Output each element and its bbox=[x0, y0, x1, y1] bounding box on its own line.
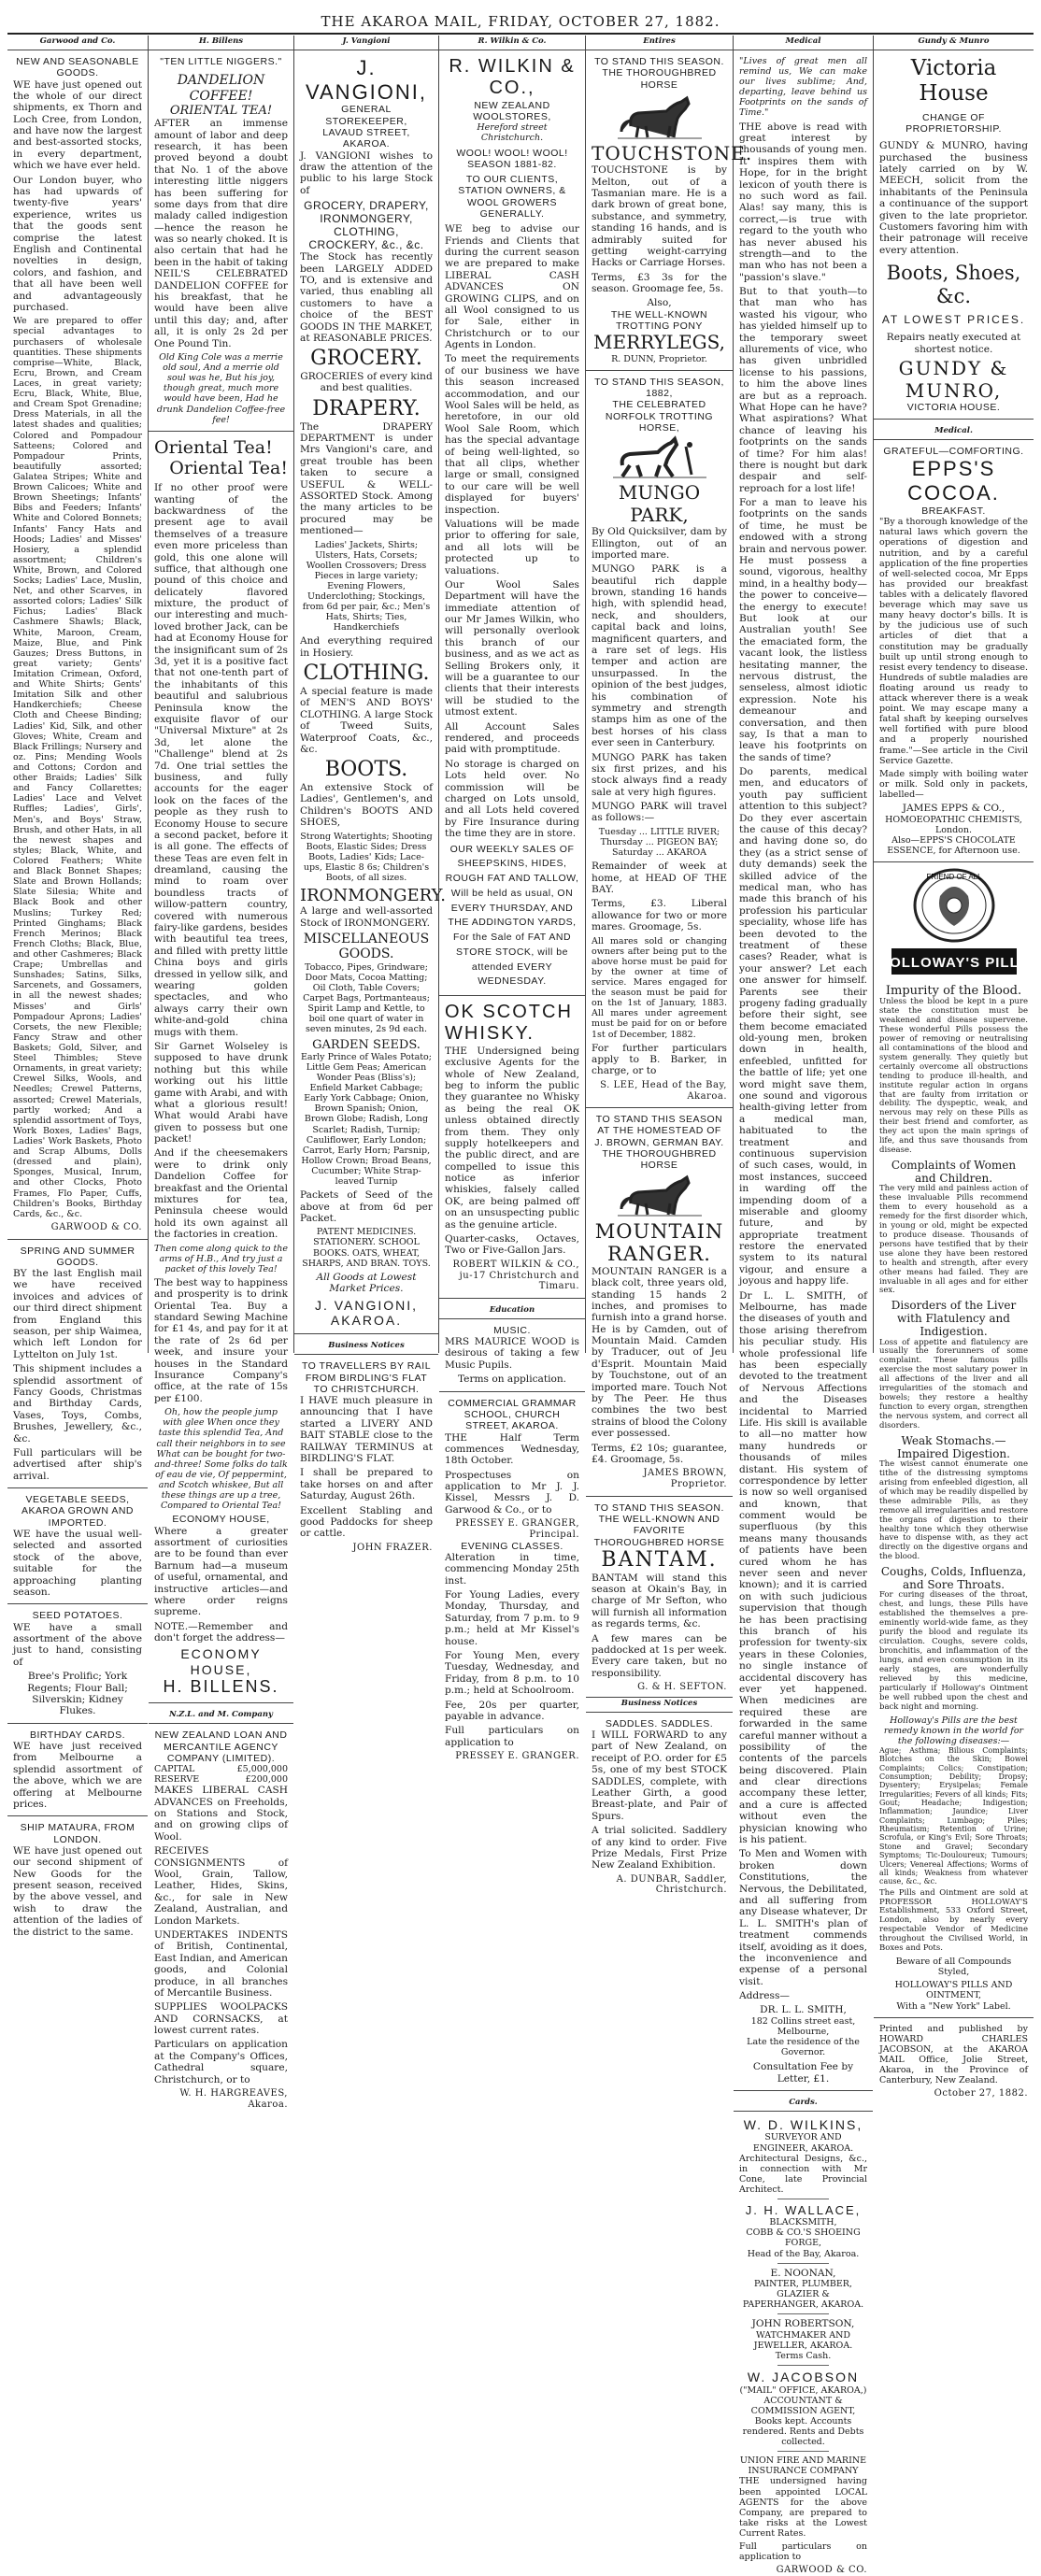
ad-subtitle: THE WELL-KNOWN TROTTING PONY bbox=[610, 308, 708, 333]
ad-text: WE have a small assortment of the above just to hand, consisting of bbox=[13, 1621, 142, 1668]
ad-title: VEGETABLE SEEDS, AKAROA GROWN AND IMPORTED. bbox=[21, 1494, 135, 1529]
ad-subtitle: CHANGE OF PROPRIETORSHIP. bbox=[906, 111, 1002, 135]
column-header: H. Billens bbox=[149, 36, 293, 50]
ad-text: Also, bbox=[647, 297, 672, 309]
ad-text: Alteration in time, commencing Monday 25th inst. bbox=[445, 1551, 579, 1587]
column-vangioni bbox=[294, 36, 446, 1553]
divider bbox=[7, 1723, 148, 1724]
ad-text: PATENT MEDICINES. STATIONERY. SCHOOL BOOKS. OATS, WHEAT, SHARPS, AND BRAN. TOYS. bbox=[302, 1227, 431, 1269]
ad-title: DRAPERY. bbox=[312, 396, 421, 420]
ad-text: A few mares can be paddocked at 1s per week. Every care taken, but no responsibility. bbox=[592, 1632, 727, 1679]
ad-text: THE Half Term commences Wednesday, 18th October. bbox=[445, 1431, 579, 1467]
ad-text: Terms on application. bbox=[457, 1373, 567, 1386]
capital-row bbox=[154, 1764, 288, 1774]
divider bbox=[734, 2090, 873, 2091]
ad-text: Terms, £2 10s; guarantee, £4. Groomage, 5s. bbox=[592, 1442, 727, 1465]
ad-text: MUNGO PARK will travel as follows:— bbox=[592, 801, 727, 824]
divider bbox=[294, 1333, 438, 1334]
ad-subtitle: London. bbox=[934, 824, 973, 835]
trotting-horse-icon bbox=[613, 437, 706, 478]
divider bbox=[439, 995, 585, 996]
ad-title: IRONMONGERY. bbox=[300, 886, 446, 906]
verse: Oh, how the people jump with glee When once they taste this splendid Tea, And call their neighbors in to see What can be bought for two-and-three! Some folks do talk of eau de vie, Of peppermint, and Scotch whiskee, But all these things are up a tree, Compared to Oriental Tea! bbox=[154, 1407, 288, 1512]
ad-signature: GARWOOD & CO. bbox=[50, 1221, 142, 1232]
ad-subtitle: Hereford street Christchurch. bbox=[477, 122, 548, 144]
ad-subtitle: THE THOROUGHBRED HORSE bbox=[602, 67, 717, 91]
ad-subtitle: AT LOWEST PRICES. bbox=[881, 313, 1026, 327]
card-subtitle: Head of the Bay, Akaroa. bbox=[747, 2248, 860, 2259]
boots-list: Strong Watertights; Shooting Boots, Elastic Sides; Dress Boots, Ladies' Kids; Lace-ups, Elastic 8 6s; Children's Boots, of all sizes. bbox=[300, 831, 433, 884]
ad-text: "By a thorough knowledge of the natural laws which govern the operations of digestion and nutrition, and by a careful application of the fine properties of well-selected cocoa, Mr Epps has provided our breakfast tables with a delicately flavored beverage which may save us many heavy doctor's bills. It is by the judicious use of such articles of diet that a constitution may be gradually built up until strong enough to resist every tendency to disease. Hundreds of subtle maladies are floating around us ready to attack wherever there is a weak point. We may escape many a fatal shaft by keeping ourselves well fortified with pure blood and a properly nourished frame."—See article in the Civil Service Gazette. bbox=[879, 517, 1028, 766]
ad-text: With a "New York" Label. bbox=[896, 2000, 1011, 2012]
ad-title: OK SCOTCH WHISKY. bbox=[445, 1002, 573, 1045]
column-garwood bbox=[7, 36, 149, 1938]
ad-signature: JAMES BROWN, Proprietor. bbox=[643, 1468, 727, 1490]
ad-subtitle: THE THOROUGHBRED HORSE bbox=[602, 1148, 717, 1172]
divider bbox=[439, 1298, 585, 1299]
card-subtitle: BLACKSMITH, bbox=[769, 2217, 837, 2228]
ad-title: ECONOMY HOUSE, bbox=[180, 1646, 262, 1677]
ad-title: EVENING CLASSES. bbox=[461, 1540, 563, 1552]
divider bbox=[874, 861, 1034, 862]
ad-title: COMMERCIAL GRAMMAR SCHOOL, CHURCH STREET, AKAROA. bbox=[448, 1397, 577, 1432]
card-title: J. H. WALLACE, bbox=[745, 2203, 862, 2218]
ad-subtitle: JAMES EPPS & CO., bbox=[902, 803, 1005, 815]
ad-text: Terms, £3 3s for the season. Groomage fee, 5s. bbox=[592, 271, 727, 295]
ad-text: BY the last English mail we have received invoices and advices of our third direct shipment from England this season, per ship Waimea, which left London for Lyttelton on July 1st. bbox=[13, 1268, 142, 1360]
column-header: Entires bbox=[586, 36, 733, 50]
ad-subtitle: THE WELL-KNOWN AND FAVORITE THOROUGHBRED HORSE bbox=[593, 1514, 725, 1548]
ad-signature: JOHN FRAZER. bbox=[352, 1542, 433, 1553]
ad-text: WE have just opened out the whole of our direct shipments, ex Thorn and Loch Cree, from London, and have now the largest and best-assorted stocks, in every department, which we have ever held. bbox=[13, 78, 142, 172]
ad-text: Our London buyer, who has had upwards of twenty-five years' experience, writes us that the goods sent comprise the latest English and Continental novelties in design, colors, and fashion, and that all have been well and advantageously purchased. bbox=[13, 174, 142, 313]
ad-text: WE have just received from Melbourne a splendid assortment of the above, which we are offering at Melbourne prices. bbox=[13, 1740, 142, 1810]
ad-text: Unless the blood be kept in a pure state the constitution must be weakened and disease supervene. These wonderful Pills possess the power of removing or neutralising all contaminations of the blood and system generally. They quietly but certainly overcome all obstructions tending to produce ill-health, and institute regular action in organs that are faulty from irritation or debility. The dyspeptic, weak, and nervous may rely on these Pills as their best friend and comforter, as they act upon the main springs of life, and thus save thousands from disease. bbox=[879, 997, 1028, 1156]
section-header: Cards. bbox=[734, 2097, 873, 2112]
ad-text: A trial solicited. Saddlery of any kind to order. Five Prize Medals, First Prize New Zealand Exhibition. bbox=[592, 1825, 727, 1872]
ad-text: Particulars on application at the Company's Offices, Cathedral square, Christchurch, or to bbox=[154, 2039, 288, 2085]
horse-icon bbox=[618, 1175, 702, 1217]
ad-text: But to that youth—to that man who has wasted his vigour, who has yielded himself up to the temporary sweet allurements of vice, who has given unbridled license to his passions, to him the above lines are but as a reproach. What Hope can he have? What aspirations? What chance of leaving his footprints on the sands of time? For him alas! there is nought but dark despair and self-reproach for a lost life! bbox=[739, 286, 867, 494]
ad-text: WE beg to advise our Friends and Clients that during the current season we are prepared to make LIBERAL CASH ADVANCES ON GROWING CLIPS, and on all Wool consigned to us for Sale, either in Christchurch or to our Agents in London. bbox=[445, 223, 579, 351]
card-title: JOHN ROBERTSON, bbox=[751, 2318, 855, 2330]
ad-text: This shipment includes a splendid assortment of Fancy Goods, Christmas and Birthday Cards, Vases, Toys, Combs, Brushes, Jewellery, &c., &c. bbox=[13, 1363, 142, 1445]
ad-text: Packets of Seed of the above at from 6d per Packet. bbox=[300, 1189, 433, 1224]
ad-signature: G. & H. SEFTON. bbox=[637, 1682, 727, 1693]
verse: Then come along quick to the arms of H.B., And try just a packet of this lovely Tea! bbox=[154, 1243, 288, 1274]
address-line: DR. L. L. SMITH, bbox=[760, 2004, 847, 2016]
card-title: E. NOONAN, bbox=[770, 2267, 836, 2279]
ad-text: Our Wool Sales Department will have the immediate attention of our Mr James Wilkin, who will personally overlook this branch of our business, and as we act as Selling Brokers only, it will be a guarantee to our clients that their interests will be studied to the utmost extent. bbox=[445, 578, 579, 719]
divider bbox=[874, 2017, 1034, 2018]
divider bbox=[874, 419, 1034, 420]
ad-signature: S. LEE, Head of the Bay, Akaroa. bbox=[600, 1079, 727, 1102]
card-title: UNION FIRE AND MARINE INSURANCE COMPANY bbox=[739, 2455, 867, 2477]
column-billens bbox=[149, 36, 294, 2110]
ad-text: To meet the requirements of our business we have this season increased accommodation, and our Wool Sales will be held, as heretofore, in our old Wool Sale Room, which has the special advantage of being well-lighted, so that all clips, whether large or small, consigned to our care will be well displayed for buyers' inspection. bbox=[445, 353, 579, 516]
divider bbox=[7, 1487, 148, 1488]
ad-text: Valuations will be made prior to offering for sale, and all lots will be protected up to valuations. bbox=[445, 518, 579, 576]
address-line: 182 Collins street east, Melbourne, bbox=[750, 2015, 856, 2037]
ad-title: MERRYLEGS, bbox=[593, 331, 725, 354]
masthead: THE AKAROA MAIL, FRIDAY, OCTOBER 27, 1882. bbox=[321, 13, 720, 30]
column-header: J. Vangioni bbox=[294, 36, 438, 50]
ad-text: MUNGO PARK has taken six first prizes, and his stock always find a ready sale at very high figures. bbox=[592, 751, 727, 798]
ad-title: J. VANGIONI, bbox=[305, 55, 428, 104]
ad-text: WE have the usual well-selected and assorted stock of the above, suitable for the approaching planting season. bbox=[13, 1528, 142, 1598]
capital-value: £5,000,000 bbox=[236, 1764, 288, 1775]
ad-text: MOUNTAIN RANGER is a black colt, three years old, standing 15 hands 2 inches, and promises to furnish into a grand horse. He is by Camden, out of Mountain Maid. Camden by Traducer, out of Jeu d'Esprit. Mountain Maid by Touchstone, out of an imported mare. Touch Not by The Peer. He thus combines the two best strains of blood the Colony ever possessed. bbox=[592, 1265, 727, 1440]
column-wilkin bbox=[439, 36, 586, 1762]
ad-title: Holloway's Pills are the best remedy known in the world for the following diseases:— bbox=[883, 1715, 1024, 1746]
section-header: Medical. bbox=[874, 425, 1034, 440]
ad-text: Also—EPPS'S CHOCOLATE ESSENCE, for Afternoon use. bbox=[887, 834, 1020, 856]
ad-text: The wisest cannot enumerate one tithe of the distressing symptoms arising from enfeebled digestion, all of which may be readily dispelled by these admirable Pills, as they remove all irregularities and restore the organs of digestion to their healthy tone which they otherwise have to dispense with, as they act directly on the digestive organs and the blood. bbox=[879, 1459, 1028, 1562]
ad-text: Consultation Fee by Letter, £1. bbox=[752, 2061, 854, 2085]
divider bbox=[439, 1391, 585, 1392]
ad-text: The DRAPERY DEPARTMENT is under Mrs Vangioni's care, and great trouble has been taken to secure a USEFUL & WELL-ASSORTED Stock. Among the many articles to be procured may be mentioned— bbox=[300, 420, 433, 537]
ad-signature: A. DUNBAR, Saddler, Christchurch. bbox=[616, 1873, 727, 1896]
section-header: Business Notices bbox=[586, 1697, 733, 1713]
ad-text: For further particulars apply to B. Barker, in charge, or to bbox=[592, 1042, 727, 1077]
ad-title: SPRING AND SUMMER GOODS. bbox=[20, 1245, 135, 1268]
ad-subtitle: THE CELEBRATED NORFOLK TROTTING HORSE, bbox=[605, 399, 714, 434]
ad-title: OUR WEEKLY SALES OF SHEEPSKINS, HIDES, ROUGH FAT AND TALLOW, Will be held as usual, ON EVERY THURSDAY, AND THE ADDINGTON YARDS, For the Sale of FAT AND STORE STOCK, will be attended EVERY WEDNESDAY. bbox=[445, 843, 579, 988]
ad-title: TO STAND THIS SEASON, 1882, bbox=[594, 376, 724, 400]
ad-title: SEED POTATOES. bbox=[32, 1610, 123, 1622]
verse: Old King Cole was a merrie old soul, And a merrie old soul was he, But his joy, though great, much more would have been, Had he drunk Dandelion Coffee-free fee! bbox=[156, 351, 286, 425]
ad-text: The Pills and Ointment are sold at PROFESSOR HOLLOWAY'S Establishment, 533 Oxford Street, London, also by nearly every respectable Vendor of Medicine throughout the Civilised World, in Boxes and Pots. bbox=[879, 1887, 1028, 1954]
ad-text: MUNGO PARK is a beautiful rich dapple brown, standing 16 hands high, with splendid head, neck, and shoulders, capital back and loins, magnificent quarters, and a rare set of legs. His temper and action are unsurpassed. In the opinion of the best judges, his combination of symmetry and strength stamps him as one of the best horses of his class ever seen in Canterbury. bbox=[592, 563, 727, 749]
ad-title: GROCERY. bbox=[310, 347, 422, 371]
divider bbox=[586, 1496, 733, 1497]
capital-label: CAPITAL bbox=[154, 1764, 195, 1775]
ad-title: ORIENTAL TEA! bbox=[169, 103, 273, 118]
ad-text: And if the cheesemakers were to drink only Dandelion Coffee for breakfast and the Oriental mixtures for tea, Peninsula cheese would hold its own against all the factories in creation. bbox=[154, 1147, 288, 1241]
ad-title: TO OUR CLIENTS, STATION OWNERS, & WOOL GROWERS GENERALLY. bbox=[458, 174, 566, 220]
column-medical bbox=[734, 36, 874, 2576]
reserve-label: RESERVE bbox=[154, 1774, 200, 1786]
card-title: W. D. WILKINS, bbox=[743, 2117, 863, 2133]
ad-text: Fee, 20s per quarter, payable in advance. bbox=[445, 1699, 579, 1722]
ad-text: For Young Ladies, every Monday, Thursday, and Saturday, from 7 p.m. to 9 p.m.; held at Mr Kissel's house. bbox=[445, 1589, 579, 1647]
address-line: Late the residence of the Governor. bbox=[747, 2037, 860, 2058]
ad-title: NEW ZEALAND LOAN AND MERCANTILE AGENCY COMPANY (LIMITED). bbox=[154, 1729, 288, 1764]
ad-text: NOTE.—Remember and don't forget the address— bbox=[154, 1620, 288, 1644]
ad-text: By Old Quicksilver, dam by Ellington, out of an imported mare. bbox=[592, 526, 727, 561]
ad-title: MOUNTAIN RANGER. bbox=[594, 1219, 724, 1266]
travel-schedule: Tuesday ... LITTLE RIVER; Thursday ... PIGEON BAY; Saturday ... AKAROA bbox=[598, 826, 720, 859]
ad-subtitle: HOMOEOPATHIC CHEMISTS, bbox=[885, 814, 1022, 825]
ad-text: Loss of appetite and flatulency are usually the forerunners of some complaint. These famous pills exercise the most salutary power in all affections of the liver and all irregularities of the stomach and bowels; they restore a healthy function to every organ, strengthen the nervous system, and correct all disorders. bbox=[879, 1337, 1028, 1430]
ad-title: BIRTHDAY CARDS. bbox=[29, 1729, 126, 1741]
ad-text: All Account Sales rendered, and proceeds paid with promptitude. bbox=[445, 720, 579, 756]
ad-text: Address— bbox=[739, 1990, 791, 2002]
ad-text: Where a greater assortment of curiosities are to be found than ever Barnum had—a museum of useful, ornamental, and instructive articles—and where order reigns supreme. bbox=[154, 1525, 288, 1618]
imprint: Printed and published by HOWARD CHARLES JACOBSON, at the AKAROA MAIL Office, Jolie Street, Akaroa, in the Province of Canterbury, New Zealand. bbox=[879, 2023, 1028, 2086]
divider bbox=[149, 1702, 293, 1703]
ad-title: Oriental Tea! bbox=[154, 436, 273, 458]
column-gundy-munro bbox=[874, 36, 1034, 2099]
ad-subtitle: R. DUNN, Proprietor. bbox=[611, 353, 707, 364]
ad-text: For curing diseases of the throat, chest, and lungs, these Pills have established the themselves a pre-eminently world-wide fame, as they purify the blood and regulate its circulation. Coughs, severe colds, bronchitis, and inflammation of the lungs, and even consumption in its early stages, are wonderfully relieved by this medicine, particularly if Holloway's Ointment be well rubbed upon the chest and back night and morning. bbox=[879, 1590, 1028, 1712]
ad-title: TO STAND THIS SEASON. bbox=[594, 1501, 724, 1514]
ad-title: WOOL! WOOL! WOOL! bbox=[456, 147, 568, 159]
ad-title: GUNDY & MUNRO, bbox=[898, 357, 1009, 402]
card-subtitle: ("MAIL" OFFICE, AKAROA,) bbox=[739, 2384, 867, 2396]
ad-text: Full particulars will be advertised after ship's arrival. bbox=[13, 1446, 142, 1482]
reserve-row bbox=[154, 1774, 288, 1785]
ad-text: The very mild and painless action of these invaluable Pills recommend them to every household as a remedy for the first disorder which, in young or old, might be expected to produce disease. Thousands of persons have testified that by their use alone they have been restored to health and strength, after every other means had failed. They are invaluable in all ages and for either sex. bbox=[879, 1184, 1028, 1296]
potato-list: Bree's Prolific; York Regents; Flour Ball; Silverskin; Kidney Flukes. bbox=[27, 1671, 128, 1717]
ad-text: UNDERTAKES INDENTS of British, Continental, East Indian, and American goods, and Colonial produce, in all branches of Mercantile Business. bbox=[154, 1928, 288, 1999]
ad-signature: PRESSEY E. GRANGER, Principal. bbox=[455, 1518, 579, 1540]
ad-title: TO STAND THIS SEASON. bbox=[594, 55, 724, 67]
ad-text: Made simply with boiling water or milk. Sold only in packets, labelled— bbox=[879, 768, 1028, 801]
ad-subtitle: BREAKFAST. bbox=[921, 505, 986, 517]
ad-text: All mares sold or changing owners after being put to the above horse must be paid for by the owner at time of service. Mares engaged for the season must be paid for on the 1st of January, 1883. All mares under agreement must be paid for on or before 1st of December, 1882. bbox=[592, 935, 727, 1040]
ad-title: MISCELLANEOUS GOODS. bbox=[303, 932, 430, 962]
ad-title: GROCERY, DRAPERY, IRONMONGERY, CLOTHING, CROCKERY, &c., &c. bbox=[304, 199, 429, 252]
ad-text: SUPPLIES WOOLPACKS AND CORNSACKS, at lowest current rates. bbox=[154, 2001, 288, 2037]
card-subtitle: PAINTER, PLUMBER, GLAZIER & PAPERHANGER, AKAROA. bbox=[742, 2279, 864, 2311]
ad-text: A special feature is made of MEN'S AND BOYS' CLOTHING. A large Stock of Tweed Suits, Waterproof Coats, &c., &c. bbox=[300, 686, 433, 755]
ad-text: All Goods at Lowest Market Prices. bbox=[316, 1271, 417, 1295]
ad-title: Coughs, Colds, Influenza, and Sore Throats. bbox=[880, 1565, 1027, 1592]
ad-text: TOUCHSTONE is by Melton, out of a Tasmanian mare. He is a dark brown of great bone, substance, and symmetry, standing 16 hands, and is admirably suited for getting weight-carrying Hacks or Carriage Horses. bbox=[592, 164, 727, 269]
drapery-list: Ladies' Jackets, Shirts; Ulsters, Hats, Corsets; Woollen Crossovers; Dress Pieces in large variety; Evening Flowers, Underclothing; Stockings, from 6d per pair, &c.; Men's Hats, Shirts; Ties, Handkerchiefs bbox=[302, 539, 431, 633]
divider bbox=[777, 2365, 829, 2366]
ad-title: CLOTHING. bbox=[303, 662, 430, 686]
column-header: Garwood and Co. bbox=[7, 36, 148, 50]
ad-text: GUNDY & MUNRO, having purchased the business lately carried on by W. MEECH, solicit from the inhabitants of the Peninsula a continuance of the support given to the late proprietor. Customers favoring him with their patronage will receive every attention. bbox=[879, 140, 1028, 256]
card-text: Books kept. Accounts rendered. Rents and Debts collected. bbox=[742, 2415, 864, 2448]
card-text: THE undersigned having been appointed LOCAL AGENTS for the above Company, are prepared to take risks at the Lowest Current Rates. bbox=[739, 2476, 867, 2539]
horse-icon bbox=[618, 94, 702, 139]
ad-title: ECONOMY HOUSE, bbox=[172, 1514, 270, 1526]
verse: "Lives of great men all remind us, We can make our lives sublime; And, departing, leave behind us Footprints on the sands of Time." bbox=[739, 55, 867, 119]
ad-title: GARDEN SEEDS. bbox=[312, 1037, 421, 1052]
ad-text: THE above is read with great interest by thousands of young men. It inspires them with Hope, for in the bright lexicon of youth there is no such word as fail. Alas! say many, this is correct,—is true with regard to the youth who has never abused his strength—and to the man who has not been a "passion's slave." bbox=[739, 121, 867, 283]
card-text: Full particulars on application to bbox=[739, 2541, 867, 2563]
ad-title: Boots, Shoes, &c. bbox=[886, 262, 1021, 307]
ad-text: Quarter-casks, Octaves, Two or Five-Gallon Jars. bbox=[445, 1233, 579, 1257]
ad-subtitle: LAVAUD STREET, AKAROA. bbox=[322, 126, 410, 150]
ad-text: For Young Men, every Tuesday, Wednesday, and Friday, from 8 p.m. to 10 p.m.; held at Schoolroom. bbox=[445, 1650, 579, 1697]
ad-subtitle: VICTORIA HOUSE. bbox=[906, 401, 1001, 413]
ad-title: BANTAM. bbox=[601, 1547, 718, 1572]
ad-text: Sir Garnet Wolseley is supposed to have drunk nothing but this while working out his little game with Arabi, and with what a glorious result! What would Arabi have given to possess but one packet! bbox=[154, 1040, 288, 1146]
ad-signature: ROBERT WILKIN & CO., ju-17 Christchurch and Timaru. bbox=[452, 1259, 579, 1292]
ad-title: HOLLOWAY'S PILLS AND OINTMENT, bbox=[894, 1980, 1013, 2001]
ad-text: MAKES LIBERAL CASH ADVANCES on Freeholds, on Stations and Stock, and on growing clips of Wool. bbox=[154, 1785, 288, 1843]
ad-subtitle: NEW ZEALAND WOOLSTORES, bbox=[473, 99, 551, 122]
section-header: Education bbox=[439, 1304, 585, 1319]
ad-title: H. BILLENS. bbox=[163, 1677, 279, 1697]
ad-title: EPPS'S COCOA. bbox=[907, 457, 1000, 505]
card-text: Architectural Designs, &c., in connection with Mr Cone, late Provincial Architect. bbox=[739, 2153, 867, 2195]
ad-subtitle: GRATEFUL—COMFORTING. bbox=[883, 446, 1024, 458]
card-subtitle: COBB & CO.'S SHOEING FORGE, bbox=[746, 2227, 861, 2249]
ad-text: RECEIVES CONSIGNMENTS of Wool, Grain, Tallow, Leather, Hides, Skins, &c., for sale in New Zealand, Australian, and London Markets. bbox=[154, 1845, 288, 1927]
ad-text: To Men and Women with broken down Constitutions, the Nervous, the Debilitated, and all suffering from any Disease whatever, Dr L. L. SMITH's plan of treatment commends itself, avoiding as it does, the inconvenience and expense of a personal visit. bbox=[739, 1848, 867, 1987]
ad-signature: W. H. HARGREAVES, Akaroa. bbox=[179, 2088, 288, 2110]
divider bbox=[7, 1239, 148, 1240]
divider bbox=[586, 370, 733, 371]
ad-text: Remainder of week at home, at HEAD OF THE BAY. bbox=[592, 861, 727, 895]
card-subtitle: SURVEYOR AND ENGINEER, AKAROA. bbox=[752, 2132, 854, 2154]
card-subtitle: ACCOUNTANT & COMMISSION AGENT, bbox=[750, 2395, 856, 2416]
ad-title: Victoria House bbox=[910, 55, 997, 106]
section-header: Business Notices bbox=[294, 1340, 438, 1355]
card-title: W. JACOBSON bbox=[747, 2370, 860, 2385]
ad-title: MUNGO PARK, bbox=[618, 481, 701, 526]
ad-text: Full particulars on application to bbox=[445, 1725, 579, 1748]
column-entires bbox=[586, 36, 753, 1896]
ad-text: Terms, £3. Liberal allowance for two or more mares. Groomage, 5s. bbox=[592, 898, 727, 933]
ad-title: Weak Stomachs.—Impaired Digestion. bbox=[897, 1433, 1010, 1460]
ad-title: R. WILKIN & CO., bbox=[449, 55, 576, 99]
ad-text: We are prepared to offer special advantages to purchasers of wholesale quantities. These shipments comprise—White, Black, Ecru, Brown, and Cream Laces, in great variety; Ecru, Black, White, Blue, and Cream Spot Grenadine; Dress Materials, in all the latest shades and qualities; Colored and Pompadour Satteens; Colored and Pompadour Prints, beautifully assorted; Galatea Stripes; White and Brown Calicoes; White and Brown Sheetings; Infants' Bibs and Feeders; Infants' White and Colored Bonnets; Infants' Fancy Hats and Hoods; Ladies' and Misses' Hosiery, a splendid assortment; Children's White, Brown, and Colored Socks; Ladies' Lace, Muslin, Net, and other Scarves, in assorted colors; Ladies' Silk Fichus; Ladies' Black Cashmere Shawls; Black, White, Maroon, Cream, Maize, Blue, and Pink Gauzes; Dress Buttons, in great variety; Gents' Imitation Crimean, Oxford, and White Shirts; Gents' Imitation Silk and other Handkerchiefs; Cheese Cloth and Cheese Binding; Ladies' Kid, Silk, and other Gloves; White, Cream and Black Frillings; Nursery and oz. Pins; Mending Wools and Cottons; Cordon and other Braids; Ladies' Silk and Fancy Collarettes; Ladies' Lace and Velvet Ruffles; Ladies', Girls', Men's, and Boys' Straw, Brush, and other Hats, in all the newest shapes and styles; Black, White, and Colored Feathers; White and Black Bonnet Shapes; Slate and Brown Hollands; Slate Silesia; White and Black Book and other Muslins; Turkey Red; Printed Ginghams; Black French Merinos; Black French Cloths; Black, Blue, and other Cashmeres; Black Crape; Umbrellas and Sunshades; Satins, Silks, Sarcenets, and Gossamers, in all the newest shades; Misses' and Girls' Pompadour Aprons; Ladies' Corsets, the new Flexible; Fancy Straw and other Baskets; Gold, Silver, and Steel Thimbles; Steve Ornaments, in great variety; Crewel Silks, Wools, and Needles; Crewel Patterns, assorted; Crewel Materials, partly worked; And a splendid assortment of Toys, Work Boxes, Ladies' Bags, Ladies' Work Baskets, Photo and Scrap Albums, Dolls (dressed and plain), Sponges, Musical, Inrum, and other Clocks, Photo Frames, Flo Paper, Cuffs, Children's Books, Birthday Cards, &c., &c. bbox=[13, 316, 142, 1219]
ad-title: NEW AND SEASONABLE GOODS. bbox=[16, 55, 139, 79]
divider bbox=[777, 2451, 829, 2452]
ad-title: Disorders of the Liver with Flatulency and Indigestion. bbox=[891, 1299, 1017, 1339]
masthead-rule bbox=[7, 33, 1034, 35]
ad-text: The Stock has recently been LARGELY ADDED TO, and is extensive and varied, thus enabling all customers to have a choice of the BEST GOODS IN THE MARKET, at REASONABLE PRICES. bbox=[300, 251, 433, 344]
ad-title: TOUCHSTONE. bbox=[592, 141, 753, 164]
divider bbox=[7, 1603, 148, 1604]
ad-text: The best way to happiness and prosperity is to drink Oriental Tea. Buy a standard Sewing Machine for £1 4s, and pay for it at the rate of 2s 6d per week, and insure your houses in the Standard Insurance Company's office, at the rate of 15s per £100. bbox=[154, 1276, 288, 1404]
ad-text: Repairs neatly executed at shortest notice. bbox=[886, 332, 1021, 355]
card-subtitle: Terms Cash. bbox=[775, 2351, 832, 2362]
ad-text: GROCERIES of every kind and best qualities. bbox=[300, 371, 433, 394]
holloways-badge-icon bbox=[877, 868, 1030, 980]
seeds-list: Early Prince of Wales Potato; Little Gem Peas; American Wonder Peas (Bliss's); Enfield Market Cabbage; Early York Cabbage; Onion, Brown Spanish; Onion, Brown Globe; Radish, Long Scarlet; Radish, Turnip; Cauliflower, Early London; Carrot, Early Horn; Parsnip, Hollow Crown; Broad Beans, Cucumber; White Strap-leaved Turnip bbox=[301, 1051, 432, 1188]
badge-main-text: HOLLOWAY'S PILLS bbox=[877, 954, 1030, 971]
ad-text: Excellent Stabling and good Paddocks for sheep or cattle. bbox=[300, 1504, 433, 1540]
column-header: R. Wilkin & Co. bbox=[439, 36, 585, 50]
ad-title: SHIP MATAURA, FROM LONDON. bbox=[20, 1822, 135, 1845]
ad-text: BANTAM will stand this season at Okain's Bay, in charge of Mr Sefton, who will furnish all information as regards terms, &c. bbox=[592, 1572, 727, 1630]
ad-subtitle: GENERAL STOREKEEPER, bbox=[325, 104, 407, 127]
reserve-value: £200,000 bbox=[245, 1774, 288, 1786]
ad-title: Oriental Tea! bbox=[169, 457, 288, 478]
divider bbox=[149, 431, 293, 432]
ad-text: Do parents, medical men, and educators of youth pay sufficient attention to this subject? Do they ever ascertain the cause of this decay? and having done so, do they (as a strict sense of duty demands) seek the skilled advice of the medical man, who has made this branch of his profession his particular speciality, whose life has been devoted to the treatment of these cases? Reader, what is your answer? Let each one answer for himself. Parents see their progeny fading gradually before their sight, see them become emaciated old-young men, broken down in health, enfeebled, unfitted for the battle of life; yet one word might save them, one sound and vigorous health-giving letter from a medical man, habituated to the treatment and continuous supervision of such cases, would, in most instances, succeed in warding off the impending doom of a miserable and gloomy future, and by appropriate treatment restore the enervated system to its natural vigour, and ensure a joyous and happy life. bbox=[739, 766, 867, 1288]
column-header: Medical bbox=[734, 36, 873, 50]
section-header: N.Z.L. and M. Company bbox=[149, 1709, 293, 1724]
ad-title: SEASON 1881-82. bbox=[467, 158, 557, 170]
ad-title: Impurity of the Blood. bbox=[885, 983, 1022, 998]
ad-title: DANDELION COFFEE! bbox=[177, 73, 265, 104]
ad-text: WE have just opened out our second shipment of New Goods for the present season, received by the above vessel, and wish to draw the attention of the ladies of the district to the same. bbox=[13, 1844, 142, 1938]
ad-text: If no other proof were wanting of the backwardness of the present age to avail themselves of a treasure even more priceless than gold, this one alone will suffice, that although one pound of this choice and delicately flavored mixture, the product of our interesting and much-loved brother Jack, can be had at Economy House for the insignificant sum of 2s 3d, yet it is a positive fact that not one-tenth part of the inhabitants of this beautiful and salubrious Peninsula know the exquisite flavor of our "Universal Mixture" at 2s 3d, let alone the "Challenge" blend at 2s 7d. One trial settles the business, and fully accounts for the eager look on the faces of the people as they rush to Economy House to secure a second packet, before it is all gone. The effects of these Teas are even felt in dreamland, causing the mind to roam over boundless tracts of willow-pattern country, covered with numerous fairy-like gardens, besides with beautiful tea trees, and filled with pretty little China boys and girls dressed in yellow silk, and wearing golden spectacles, and who always carry their own white-and-gold china mugs with them. bbox=[154, 482, 288, 1038]
card-subtitle: WATCHMAKER AND JEWELLER, AKAROA. bbox=[753, 2329, 853, 2351]
imprint-date: October 27, 1882. bbox=[934, 2088, 1028, 2099]
page-columns bbox=[7, 36, 1034, 2576]
ad-text: I HAVE much pleasure in announcing that I have started a LIVERY AND BAIT STABLE close to the RAILWAY TERMINUS at BIRDLING'S FLAT. bbox=[300, 1395, 433, 1465]
ad-text: Prospectuses on application to Mr J. J. Kissel, Messrs J. D. Garwood & Co., or to bbox=[445, 1469, 579, 1516]
ad-text: Dr L. L. SMITH, of Melbourne, has made the diseases of youth and those arising therefrom his peculiar study. His whole professional life has been especially devoted to the treatment of Nervous Affections and the Diseases incidental to Married Life. His skill is available to all—no matter how many hundreds or thousands of miles distant. His system of correspondence by letter is now so well organised and known, that comment would be superfluous (by this means many thousands of patients have been cured whom he has never seen and never known); and it is carried on with such judicious supervision that though he has been practising this branch of his profession for twenty-six years in these Colonies, no single instance of accidental discovery has ever yet happened. When medicines are required these are forwarded in the same careful manner without a possibility of the contents of the parcels being discovered. Plain and clear directions accompany these letter, and a cure is affected without even the physician knowing who is his patient. bbox=[739, 1289, 867, 1846]
ad-title: TO TRAVELLERS BY RAIL FROM BIRDLING'S FLAT TO CHRISTCHURCH. bbox=[301, 1360, 432, 1395]
misc-list: Tobacco, Pipes, Grindware; Door Mats, Cocoa Matting; Oil Cloth, Table Covers; Carpet Bags, Portmanteaus; Spirit Lamp and Kettle, to boil one quart of water in seven minutes, 2s 9d each. bbox=[303, 961, 430, 1035]
ad-text: J. VANGIONI wishes to draw the attention of the public to his large Stock of bbox=[300, 149, 433, 196]
ad-title: BOOTS. bbox=[324, 758, 408, 782]
ad-title: J. VANGIONI, AKAROA. bbox=[314, 1297, 419, 1328]
ad-text: Beware of all Compounds Styled, bbox=[895, 1957, 1012, 1978]
ad-signature: PRESSEY E. GRANGER. bbox=[455, 1751, 579, 1762]
ad-title: MUSIC. bbox=[493, 1324, 531, 1336]
column-header: Gundy & Munro bbox=[874, 36, 1034, 50]
divider bbox=[586, 1107, 733, 1108]
ad-text: No storage is charged on Lots held over. No commission will be charged on Lots unsold, and all Lots held covered by Fire Insurance during the time they are in store. bbox=[445, 758, 579, 840]
ad-signature: GARWOOD & CO. bbox=[776, 2565, 867, 2576]
divider bbox=[777, 2313, 829, 2314]
ad-text: THE Undersigned being exclusive Agents for the whole of New Zealand, beg to inform the public they guarantee no Whisky as being the real OK unless obtained directly from them. They only supply hotelkeepers and the public direct, and are compelled to issue this notice as inferior whiskies, falsely called OK, are being palmed off on an unsuspecting public as the genuine article. bbox=[445, 1045, 579, 1231]
ad-text: I WILL FORWARD to any part of New Zealand, on receipt of P.O. order for £5 5s, one of my best STOCK SADDLES, complete, with Leather Girth, a good Breast-plate, and Pair of Spurs. bbox=[592, 1729, 727, 1822]
badge-top-text: FRIEND OF ALL bbox=[925, 872, 982, 881]
ad-text: MRS MAURICE WOOD is desirous of taking a few Music Pupils. bbox=[445, 1336, 579, 1371]
ad-title: SADDLES. SADDLES. bbox=[605, 1717, 714, 1729]
disease-list: Ague; Asthma; Bilious Complaints; Blotches on the Skin; Bowel Complaints; Colics; Constipation; Consumption; Debility; Dropsy; Dysentery; Erysipelas; Female Irregularities; Fevers of all kinds; Fits; Gout; Headache; Indigestion; Inflammation; Jaundice; Liver Complaints; Lumbago; Piles; Rheumatism; Retention of Urine; Scrofula, or King's Evil; Sore Throats; Stone and Gravel; Secondary Symptoms; Tic-Douloureux; Tumours; Ulcers; Venereal Affections; Worms of all kinds; Weakness from whatever cause, &c., &c. bbox=[879, 1745, 1028, 1886]
ad-title: TO STAND THIS SEASON AT THE HOMESTEAD OF J. BROWN, GERMAN BAY. bbox=[594, 1114, 724, 1148]
divider bbox=[7, 1815, 148, 1816]
ad-text: An extensive Stock of Ladies', Gentlemen's, and Children's BOOTS AND SHOES, bbox=[300, 782, 433, 829]
ad-title: Complaints of Women and Children. bbox=[891, 1159, 1017, 1186]
ad-text: A large and well-assorted Stock of IRONMONGERY. bbox=[300, 905, 433, 929]
ad-text: For a man to leave his footprints on the sands of time, he must be endowed with a strong brain and nervous power. He must possess a sound, vigorous, healthy mind, in a healthy body—the power to conceive—the energy to execute! But look at our Australian youth! See the emaciated form, the vacant look, the listless hesitating manner, the nervous distrust, the senseless, almost idiotic expression. Note his demeanour and conversation, and then say, Is that a man to leave his footprints on the sands of time? bbox=[739, 497, 867, 763]
ad-text: AFTER an immense amount of labor and deep research, it has been proved beyond a doubt that No. 1 of the above interesting little niggers has been suffering for some days from that dire malady called indigestion—hence the reason he was so nearly choked. It is also certain that had he been in the habit of taking NEIL'S CELEBRATED DANDELION COFFEE for his breakfast, that he would have been alive until this day; and, after all, it is only 2s 2d per One Pound Tin. bbox=[154, 118, 288, 349]
ad-text: And everything required in Hosiery. bbox=[300, 635, 433, 659]
ad-title: "TEN LITTLE NIGGERS." bbox=[160, 55, 282, 67]
divider bbox=[777, 2263, 829, 2264]
ad-text: I shall be prepared to take horses on and after Saturday, August 26th. bbox=[300, 1467, 433, 1502]
